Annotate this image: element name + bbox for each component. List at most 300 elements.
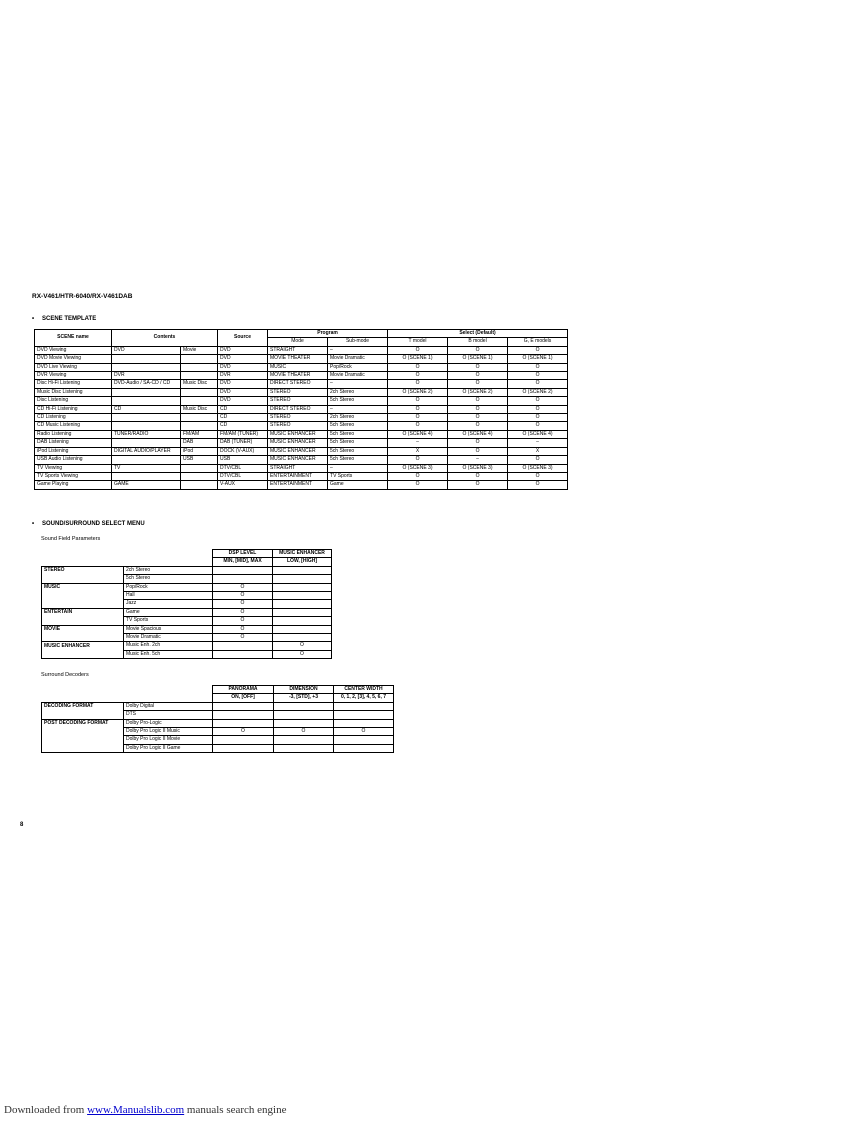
table-cell: Pop/Rock [328,363,388,371]
table-cell: O [508,414,568,422]
table-cell: O [448,380,508,388]
table-cell [334,719,394,727]
table-cell: O [388,481,448,489]
table-cell: Movie Dramatic [328,355,388,363]
table-cell: O [448,481,508,489]
col-t-model: T model [388,338,448,346]
table-cell: Movie Dramatic [124,634,213,642]
table-cell: O [213,728,274,736]
col-source: Source [218,330,268,347]
col-music-enhancer: MUSIC ENHANCER [273,550,332,558]
table-cell: X [388,447,448,455]
table-cell: MUSIC ENHANCER [268,447,328,455]
col-center-width-values: 0, 1, 2, [3], 4, 5, 6, 7 [334,694,394,702]
table-cell: – [388,439,448,447]
table-cell [213,719,274,727]
table-cell: TV [112,464,181,472]
table-cell [213,702,274,710]
table-cell: O (SCENE 4) [448,430,508,438]
col-select-default: Select (Default) [388,330,568,338]
table-row [42,592,332,600]
table-cell: – [328,464,388,472]
table-row [35,397,568,405]
table-cell [42,617,124,625]
table-cell: CD Hi-Fi Listening [35,405,112,413]
table-cell [42,650,124,658]
table-cell [274,744,334,752]
col-scene-name: SCENE name [35,330,112,347]
table-cell: DOCK (V-AUX) [218,447,268,455]
table-cell: Movie Spacious [124,625,213,633]
table-cell: DVR [112,372,181,380]
table-cell: DVD [218,397,268,405]
table-cell: MUSIC ENHANCER [268,430,328,438]
table-cell: MOVIE THEATER [268,372,328,380]
table-cell: O (SCENE 2) [448,388,508,396]
table-cell [181,397,218,405]
sound-field-title: Sound Field Parameters [41,536,101,542]
table-cell: TV Sports [328,472,388,480]
table-cell [274,719,334,727]
table-cell: – [328,380,388,388]
table-row [35,388,568,396]
scene-template-heading [32,316,96,322]
surround-decoders-table [41,685,394,753]
table-cell: O [508,481,568,489]
table-cell: O (SCENE 1) [508,355,568,363]
sound-field-body [42,566,332,658]
table-cell: USB [181,456,218,464]
table-cell: 5ch Stereo [328,439,388,447]
table-cell: O [388,414,448,422]
table-cell: O [213,625,273,633]
table-cell: O [448,346,508,354]
col-ge-models: G, E models [508,338,568,346]
table-cell: Music Disc Listening [35,388,112,396]
table-cell: O [388,456,448,464]
table-cell [273,600,332,608]
table-cell: DIGITAL AUDIO/PLAYER [112,447,181,455]
table-cell: – [328,405,388,413]
table-cell [112,472,181,480]
table-cell [273,575,332,583]
table-cell [112,422,181,430]
sound-field-table [41,549,332,659]
table-cell: O [508,346,568,354]
table-cell: O (SCENE 2) [508,388,568,396]
table-cell: TV Sports Viewing [35,472,112,480]
table-cell: DVR Viewing [35,372,112,380]
table-cell [213,642,273,650]
bullet: • [32,521,35,527]
table-cell: Music Disc [181,405,218,413]
table-cell: 5ch Stereo [328,422,388,430]
table-cell: O [213,608,273,616]
table-cell [273,625,332,633]
table-cell [112,397,181,405]
table-row [35,447,568,455]
table-cell [273,592,332,600]
table-cell [181,414,218,422]
table-cell: FM/AM (TUNER) [218,430,268,438]
table-cell [112,456,181,464]
table-cell: iPod [181,447,218,455]
table-cell: MOVIE [42,625,124,633]
table-cell [273,608,332,616]
table-cell: POST DECODING FORMAT [42,719,124,727]
table-cell: O (SCENE 1) [448,355,508,363]
table-row [35,439,568,447]
table-cell: ENTERTAINMENT [268,472,328,480]
table-cell: 5ch Stereo [328,447,388,455]
table-cell [274,736,334,744]
bullet: • [32,316,35,322]
surround-decoders-body [42,702,394,752]
table-cell: V-AUX [218,481,268,489]
table-cell: O [213,583,273,591]
table-cell: DAB Listening [35,439,112,447]
table-cell: O [388,380,448,388]
table-cell: iPod Listening [35,447,112,455]
table-cell: – [328,346,388,354]
scene-template-heading-text: SCENE TEMPLATE [42,316,97,322]
table-cell [181,355,218,363]
table-row [42,728,394,736]
table-row [35,422,568,430]
footer-prefix: Downloaded from [4,1104,85,1116]
table-cell: CD [218,422,268,430]
table-cell [181,481,218,489]
table-cell: FM/AM [181,430,218,438]
col-b-model: B model [448,338,508,346]
table-cell: Radio Listening [35,430,112,438]
table-cell: O [508,405,568,413]
table-row [35,430,568,438]
table-cell [213,736,274,744]
table-cell [181,422,218,430]
table-cell: O [448,414,508,422]
table-row [42,617,332,625]
table-cell: O [213,600,273,608]
table-cell: DVD [218,355,268,363]
table-cell: O [508,363,568,371]
table-cell: O [213,592,273,600]
table-row [35,372,568,380]
table-cell: O [213,634,273,642]
table-cell: CD [218,405,268,413]
table-cell: O (SCENE 3) [388,464,448,472]
table-cell: CD [112,405,181,413]
table-cell: DAB [181,439,218,447]
table-row [42,583,332,591]
table-cell: DIRECT STEREO [268,405,328,413]
table-cell: O [508,397,568,405]
table-cell: O [388,397,448,405]
table-row [42,608,332,616]
table-cell: 5ch Stereo [328,456,388,464]
table-cell: O [273,650,332,658]
table-cell: CD Listening [35,414,112,422]
table-cell: Movie Dramatic [328,372,388,380]
table-cell: Dolby Pro Logic II Game [124,744,213,752]
table-cell: DVD Live Viewing [35,363,112,371]
col-contents: Contents [112,330,218,347]
table-cell [334,736,394,744]
table-cell [181,472,218,480]
table-cell: O [274,728,334,736]
table-cell [181,372,218,380]
col-center-width: CENTER WIDTH [334,686,394,694]
table-cell: O [448,372,508,380]
table-cell: O [508,372,568,380]
model-title: RX-V461/HTR-6040/RX-V461DAB [32,293,133,300]
page-number: 8 [20,822,24,828]
table-cell [273,617,332,625]
table-cell: Game Playing [35,481,112,489]
table-cell: Disc Hi-Fi Listening [35,380,112,388]
table-cell: O [388,422,448,430]
table-cell: DVD Movie Viewing [35,355,112,363]
table-cell: DECODING FORMAT [42,702,124,710]
table-row [42,744,394,752]
table-cell: MUSIC ENHANCER [268,456,328,464]
table-row [35,456,568,464]
table-cell: O [448,472,508,480]
table-cell: DVD [112,346,181,354]
sound-menu-heading [32,521,145,527]
table-cell: DVD Viewing [35,346,112,354]
table-cell: MOVIE THEATER [268,355,328,363]
table-cell [42,634,124,642]
col-dsp-level: DSP LEVEL [213,550,273,558]
table-cell: STEREO [42,566,124,574]
table-cell: Dolby Pro-Logic [124,719,213,727]
table-cell [213,650,273,658]
table-cell: O [448,397,508,405]
table-row [42,642,332,650]
table-cell: O [448,363,508,371]
table-row [42,600,332,608]
table-cell: Dolby Pro Logic II Movie [124,736,213,744]
table-cell: Disc Listening [35,397,112,405]
table-cell: – [448,456,508,464]
table-cell: O (SCENE 2) [388,388,448,396]
table-cell: O [508,472,568,480]
table-cell: DVD [218,388,268,396]
table-cell: O [388,346,448,354]
table-cell: O [388,472,448,480]
table-cell: O (SCENE 3) [508,464,568,472]
table-cell: O [448,447,508,455]
table-cell: MUSIC [268,363,328,371]
table-cell: MUSIC [42,583,124,591]
table-row [42,719,394,727]
table-cell: O [273,642,332,650]
table-cell [273,634,332,642]
table-cell: O [334,728,394,736]
table-row [42,650,332,658]
table-cell: Music Enh. 5ch [124,650,213,658]
table-cell: Pop/Rock [124,583,213,591]
table-cell: 5ch Stereo [124,575,213,583]
table-cell: DTV/CBL [218,464,268,472]
table-cell [274,702,334,710]
table-cell [213,566,273,574]
table-cell: DVD [218,346,268,354]
table-cell: O [448,405,508,413]
table-cell: 5ch Stereo [328,397,388,405]
table-cell: O (SCENE 4) [508,430,568,438]
table-cell [112,388,181,396]
table-cell: O [448,422,508,430]
table-cell [274,711,334,719]
col-program: Program [268,330,388,338]
col-dimension-values: -3, [STD], +3 [274,694,334,702]
table-row [42,711,394,719]
table-row [42,702,394,710]
table-row [42,634,332,642]
table-row [42,736,394,744]
table-cell [334,711,394,719]
table-cell: Game [124,608,213,616]
table-cell: DVR [218,372,268,380]
scene-template-body [35,346,568,489]
col-panorama-values: ON, [OFF] [213,694,274,702]
table-cell: X [508,447,568,455]
table-cell: Dolby Pro Logic II Music [124,728,213,736]
sound-menu-heading-text: SOUND/SURROUND SELECT MENU [42,521,145,527]
table-cell: USB [218,456,268,464]
table-cell: O (SCENE 3) [448,464,508,472]
table-cell [112,439,181,447]
table-cell [213,711,274,719]
table-cell: STEREO [268,397,328,405]
surround-title: Surround Decoders [41,672,89,678]
table-row [42,625,332,633]
col-music-enhancer-values: LOW, [HIGH] [273,558,332,566]
table-row [35,472,568,480]
table-cell: Movie [181,346,218,354]
table-cell [42,728,124,736]
table-cell [112,355,181,363]
table-cell [181,388,218,396]
table-cell: STRAIGHT [268,464,328,472]
table-cell: STEREO [268,414,328,422]
footer-suffix: manuals search engine [186,1104,287,1116]
table-row [35,405,568,413]
table-cell [273,566,332,574]
table-cell: O [508,422,568,430]
col-sub-mode: Sub-mode [328,338,388,346]
table-cell [181,363,218,371]
col-panorama: PANORAMA [213,686,274,694]
table-cell [112,414,181,422]
col-dsp-level-values: MIN, [MID], MAX [213,558,273,566]
table-row [35,363,568,371]
table-cell: GAME [112,481,181,489]
table-cell [42,592,124,600]
table-cell: USB Audio Listening [35,456,112,464]
table-cell [42,744,124,752]
table-cell [181,464,218,472]
table-cell: 2ch Stereo [328,414,388,422]
table-cell: O [508,380,568,388]
scene-template-table [34,329,568,490]
table-cell: Jazz [124,600,213,608]
table-cell: O (SCENE 4) [388,430,448,438]
table-cell: Music Disc [181,380,218,388]
table-cell: TV Sports [124,617,213,625]
table-cell: ENTERTAINMENT [268,481,328,489]
col-mode: Mode [268,338,328,346]
table-cell: Dolby Digital [124,702,213,710]
table-cell: Music Enh. 2ch [124,642,213,650]
table-cell: O [448,439,508,447]
table-row [35,414,568,422]
table-cell: DVD-Audio / SA-CD / CD [112,380,181,388]
table-cell [112,363,181,371]
table-cell: DTS [124,711,213,719]
table-row [35,380,568,388]
table-cell [42,711,124,719]
table-cell: STRAIGHT [268,346,328,354]
table-cell: DIRECT STEREO [268,380,328,388]
table-cell: DAB (TUNER) [218,439,268,447]
table-cell [273,583,332,591]
table-cell: O [388,363,448,371]
footer [4,1104,286,1116]
table-row [35,346,568,354]
table-cell: Hall [124,592,213,600]
table-cell: Game [328,481,388,489]
table-cell: ENTERTAIN [42,608,124,616]
table-cell: CD [218,414,268,422]
table-row [42,575,332,583]
table-cell: STEREO [268,388,328,396]
table-cell: TUNER/RADIO [112,430,181,438]
table-cell [334,702,394,710]
table-cell: – [508,439,568,447]
table-cell: DVD [218,363,268,371]
table-cell: O [388,405,448,413]
table-cell: 5ch Stereo [328,430,388,438]
table-row [35,464,568,472]
table-cell [42,575,124,583]
table-cell: O (SCENE 1) [388,355,448,363]
table-row [35,355,568,363]
table-cell: CD Music Listening [35,422,112,430]
table-cell [213,575,273,583]
table-cell: DTV/CBL [218,472,268,480]
table-cell: MUSIC ENHANCER [42,642,124,650]
table-cell: TV Viewing [35,464,112,472]
table-row [35,481,568,489]
table-cell: 2ch Stereo [328,388,388,396]
footer-link[interactable]: www.Manualslib.com [87,1104,185,1116]
table-cell: O [388,372,448,380]
table-row [42,566,332,574]
table-cell [42,600,124,608]
table-cell: O [213,617,273,625]
table-cell: DVD [218,380,268,388]
col-dimension: DIMENSION [274,686,334,694]
table-cell [334,744,394,752]
table-cell: STEREO [268,422,328,430]
table-cell [213,744,274,752]
table-cell: O [508,456,568,464]
table-cell: 2ch Stereo [124,566,213,574]
table-cell [42,736,124,744]
